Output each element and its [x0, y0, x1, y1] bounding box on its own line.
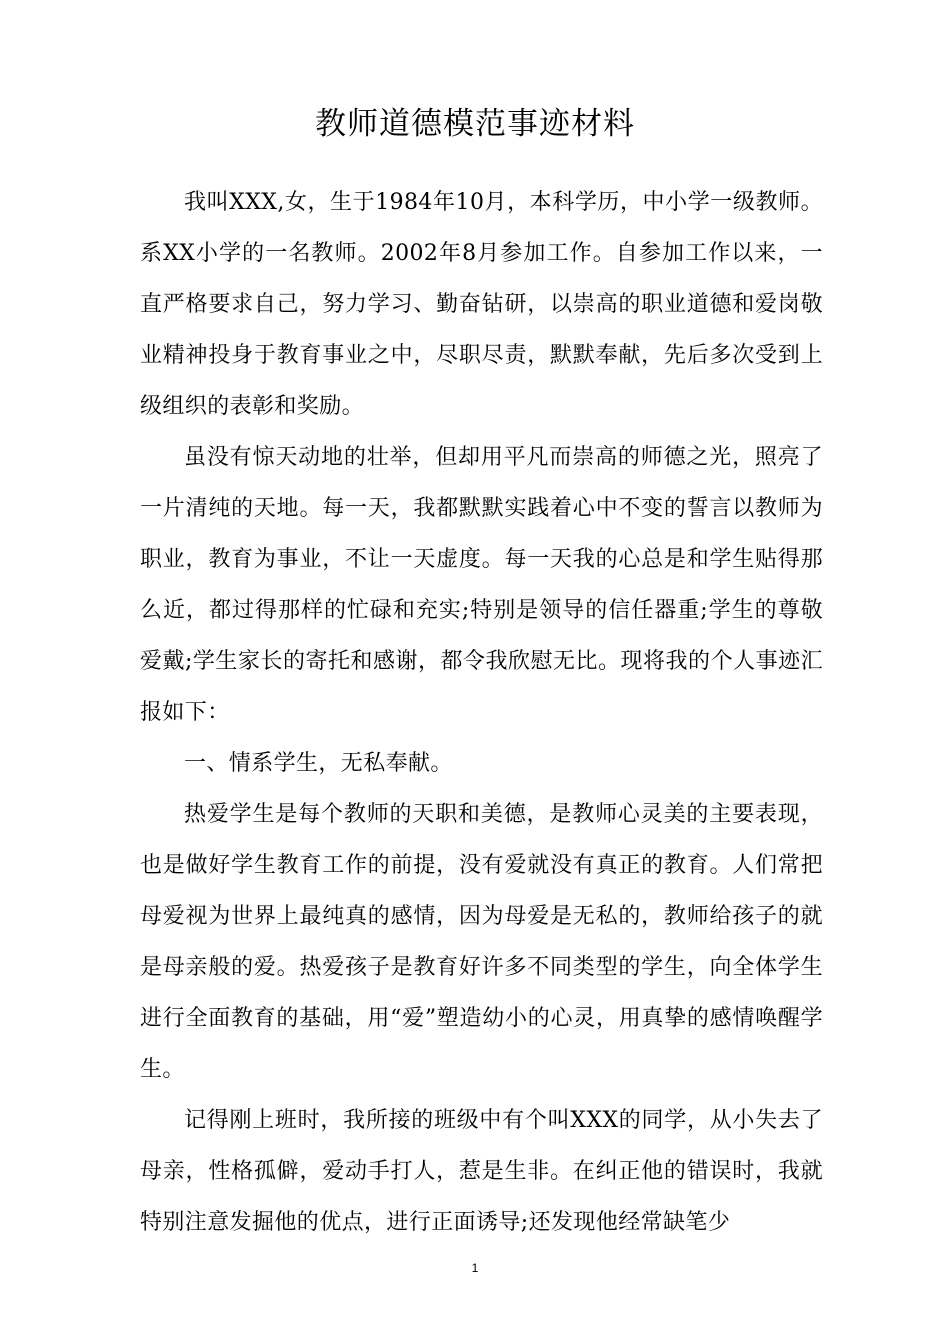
paragraph-overview: 虽没有惊天动地的壮举，但却用平凡而崇高的师德之光，照亮了一片清纯的天地。每一天，我都默默实践着心中不变的誓言以教师为职业，教育为事业，不让一天虚度。每一天我的心总是和学生贴得那么近，都过得那样的忙碌和充实;特别是领导的信任器重;学生的尊敬爱戴;学生家长的寄托和感谢，都令我欣慰无比。现将我的个人事迹汇报如下： — [140, 445, 823, 725]
paragraph-love-students: 热爱学生是每个教师的天职和美德，是教师心灵美的主要表现，也是做好学生教育工作的前提，没有爱就没有真正的教育。人们常把母爱视为世界上最纯真的感情，因为母爱是无私的，教师给孩子的就是母亲般的爱。热爱孩子是教育好许多不同类型的学生，向全体学生进行全面教育的基础，用“爱”塑造幼小的心灵，用真挚的感情唤醒学生。 — [140, 802, 823, 1082]
paragraph-story: 记得刚上班时，我所接的班级中有个叫XXX的同学，从小失去了母亲，性格孤僻，爱动手打人，惹是生非。在纠正他的错误时，我就特别注意发掘他的优点，进行正面诱导;还发现他经常缺笔少 — [140, 1108, 823, 1235]
section-heading-1: 一、情系学生，无私奉献。 — [184, 751, 453, 776]
page-number: 1 — [471, 1261, 479, 1275]
document-title: 教师道德模范事迹材料 — [315, 106, 635, 142]
paragraph-introduction: 我叫XXX,女，生于1984年10月，本科学历，中小学一级教师。系XX小学的一名教师。2002年8月参加工作。自参加工作以来，一直严格要求自己，努力学习、勤奋钻研，以崇高的职业道德和爱岗敬业精神投身于教育事业之中，尽职尽责，默默奉献，先后多次受到上级组织的表彰和奖励。 — [140, 190, 823, 419]
document-body — [140, 177, 823, 1248]
